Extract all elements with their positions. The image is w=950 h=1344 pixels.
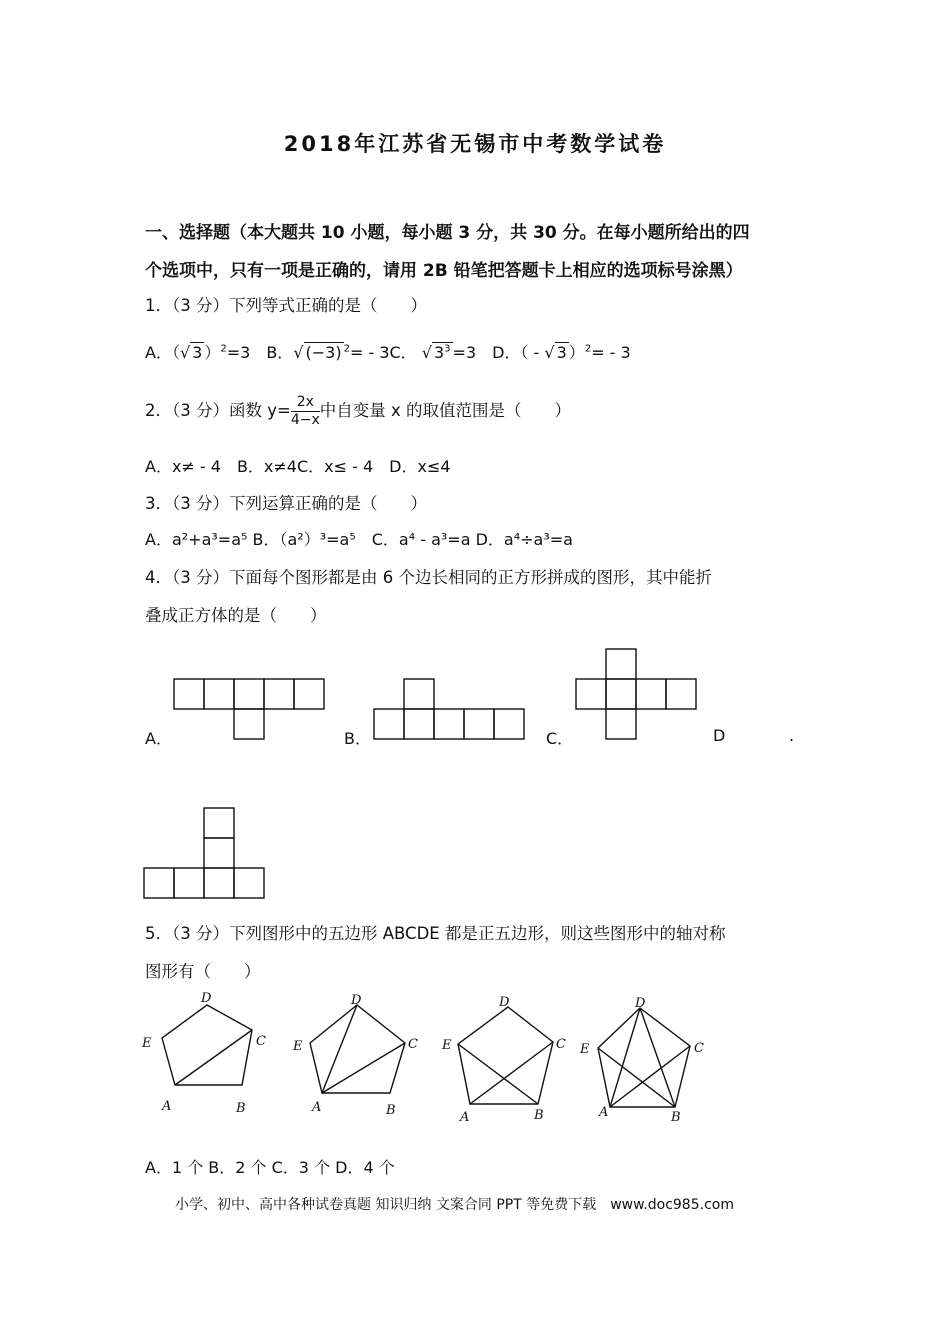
vertex-label-b: B <box>671 1110 681 1125</box>
vertex-label-d: D <box>201 991 212 1006</box>
cube-net-c <box>575 648 697 740</box>
option-a-label: A． <box>145 729 172 748</box>
option-d-label: D <box>713 726 726 745</box>
vertex-label-e: E <box>580 1042 590 1057</box>
vertex-label-a: A <box>599 1105 609 1120</box>
cube-net-d <box>143 807 265 899</box>
vertex-label-b: B <box>534 1108 544 1123</box>
question-5-stem-line2: 图形有（ ） <box>145 962 261 981</box>
question-1-stem: 1．（3 分）下列等式正确的是（ ） <box>145 296 427 315</box>
footer-text: 小学、初中、高中各种试卷真题 知识归纳 文案合同 PPT 等免费下载 www.doc985.com <box>175 1197 734 1213</box>
vertex-label-e: E <box>293 1039 303 1054</box>
vertex-label-a: A <box>312 1100 322 1115</box>
question-4-stem-line2: 叠成正方体的是（ ） <box>145 606 327 625</box>
question-4-stem-line1: 4．（3 分）下面每个图形都是由 6 个边长相同的正方形拼成的图形，其中能折 <box>145 568 712 587</box>
fraction: $\frac{2x}{4-x}$ <box>290 394 320 428</box>
page-title: 2018年江苏省无锡市中考数学试卷 <box>283 132 667 156</box>
pentagon-figure-2 <box>292 988 432 1123</box>
vertex-label-e: E <box>442 1038 452 1053</box>
vertex-label-c: C <box>256 1034 266 1049</box>
vertex-label-a: A <box>460 1110 470 1125</box>
option-b-label: B． <box>344 729 371 748</box>
vertex-label-e: E <box>142 1036 152 1051</box>
question-2-options: A．x≠ - 4 B．x≠4C．x≤ - 4 D．x≤4 <box>145 457 451 476</box>
option-d-dot: . <box>789 726 795 745</box>
vertex-label-a: A <box>162 1099 172 1114</box>
vertex-label-c: C <box>556 1037 566 1052</box>
question-3-stem: 3．（3 分）下列运算正确的是（ ） <box>145 494 427 513</box>
cube-net-a <box>173 678 325 740</box>
vertex-label-c: C <box>694 1041 704 1056</box>
section-heading-line2: 个选项中，只有一项是正确的，请用 2B 铅笔把答题卡上相应的选项标号涂黑） <box>145 261 743 281</box>
vertex-label-b: B <box>236 1101 246 1116</box>
question-2-stem: 2．（3 分）函数 y= $\frac{2x}{4-x}$ 中自变量 x 的取值范围是（ ） <box>145 394 572 428</box>
cube-net-b <box>373 678 525 740</box>
vertex-label-d: D <box>635 996 646 1011</box>
question-5-options: A．1 个 B．2 个 C．3 个 D．4 个 <box>145 1158 395 1177</box>
pentagon-figure-1 <box>140 985 280 1120</box>
pentagon-figure-4 <box>580 990 720 1125</box>
vertex-label-c: C <box>408 1037 418 1052</box>
question-3-options: A．a²+a³=a⁵ B．（a²）³=a⁵ C．a⁴ - a³=a D．a⁴÷a³=a <box>145 530 573 549</box>
vertex-label-d: D <box>351 993 362 1008</box>
vertex-label-b: B <box>386 1103 396 1118</box>
pentagon-figure-3 <box>440 987 580 1125</box>
question-1-options: A．（√ 3 ）$^2$=3 B．√ (−3) $^2$= - 3C． √ $3^3 =3$ D．（ - √ 3 ）$^2$= - 3 <box>145 343 631 362</box>
question-5-stem-line1: 5．（3 分）下列图形中的五边形 ABCDE 都是正五边形，则这些图形中的轴对称 <box>145 924 726 943</box>
section-heading-line1: 一、选择题（本大题共 10 小题，每小题 3 分，共 30 分。在每小题所给出的四 <box>145 223 750 243</box>
vertex-label-d: D <box>499 995 510 1010</box>
option-c-label: C． <box>546 729 574 748</box>
